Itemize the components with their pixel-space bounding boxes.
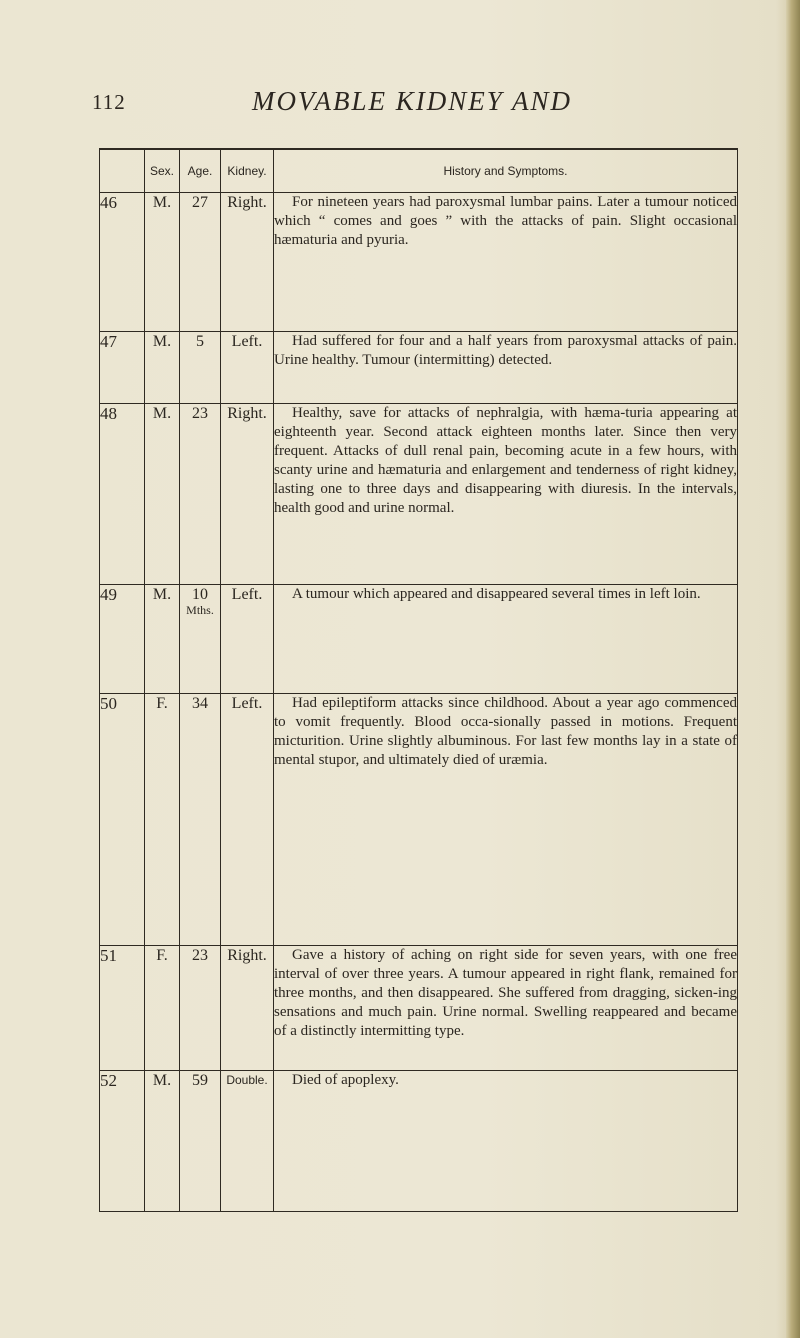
case-number: 46 <box>100 193 145 332</box>
page-header <box>92 86 712 122</box>
age-cell: 23 <box>180 946 221 1071</box>
age-cell: 59 <box>180 1071 221 1212</box>
history-text: For nineteen years had paroxysmal lumbar pains. Later a tumour noticed which “ comes and goes ” with the attacks of pain. Slight occasional hæmaturia and pyuria. <box>274 194 737 248</box>
history-text: A tumour which appeared and disappeared several times in left loin. <box>292 586 701 602</box>
column-header-sex: Sex. <box>145 149 180 193</box>
sex-cell: M. <box>145 193 180 332</box>
column-header-case <box>100 149 145 193</box>
column-header-history: History and Symptoms. <box>274 149 738 193</box>
history-cell <box>274 585 738 694</box>
kidney-cell: Right. <box>221 946 274 1071</box>
sex-cell: M. <box>145 332 180 404</box>
history-cell <box>274 404 738 585</box>
table-row <box>100 585 738 694</box>
age-value: 10 <box>192 586 208 603</box>
case-number: 51 <box>100 946 145 1071</box>
column-header-kidney: Kidney. <box>221 149 274 193</box>
kidney-cell: Right. <box>221 193 274 332</box>
kidney-cell: Left. <box>221 332 274 404</box>
case-number: 48 <box>100 404 145 585</box>
case-number: 49 <box>100 585 145 694</box>
history-cell <box>274 1071 738 1212</box>
sex-cell: M. <box>145 1071 180 1212</box>
age-cell <box>180 585 221 694</box>
history-text: Healthy, save for attacks of nephralgia, with hæma-turia appearing at eighteenth year. Second attack eighteen months later. Since then very frequent. Attacks of dull renal pain, becoming acute in a few hours, with scanty urine and hæmaturia and enlargement and tenderness of right kidney, lasting one to three days and disappearing with diuresis. In the intervals, health good and urine normal. <box>274 405 737 516</box>
column-header-age: Age. <box>180 149 221 193</box>
history-text: Had epileptiform attacks since childhood. About a year ago commenced to vomit frequently. Blood occa-sionally passed in motions. Frequent micturition. Urine slightly albuminous. For last few months lay in a state of mental stupor, and ultimately died of uræmia. <box>274 695 737 768</box>
kidney-cell: Double. <box>221 1071 274 1212</box>
age-cell: 5 <box>180 332 221 404</box>
history-cell <box>274 332 738 404</box>
running-title: MOVABLE KIDNEY AND <box>252 86 573 116</box>
sex-cell: F. <box>145 694 180 946</box>
case-number: 50 <box>100 694 145 946</box>
age-cell: 23 <box>180 404 221 585</box>
age-cell: 34 <box>180 694 221 946</box>
history-cell <box>274 193 738 332</box>
case-number: 47 <box>100 332 145 404</box>
history-cell <box>274 946 738 1071</box>
table-row <box>100 404 738 585</box>
kidney-cell: Left. <box>221 694 274 946</box>
history-text: Had suffered for four and a half years from paroxysmal attacks of pain. Urine healthy. Tumour (intermitting) detected. <box>274 333 737 368</box>
sex-cell: M. <box>145 404 180 585</box>
table-header-row <box>100 149 738 193</box>
case-number: 52 <box>100 1071 145 1212</box>
table-row <box>100 1071 738 1212</box>
age-cell: 27 <box>180 193 221 332</box>
sex-cell: M. <box>145 585 180 694</box>
age-unit: Mths. <box>186 603 214 617</box>
history-text: Died of apoplexy. <box>292 1072 399 1088</box>
history-text: Gave a history of aching on right side for seven years, with one free interval of over three years. A tumour appeared in right flank, remained for three months, and then disappeared. She suffered from dragging, sicken-ing sensations and much pain. Urine normal. Swelling reappeared and became of a distinctly intermitting type. <box>274 947 737 1039</box>
sex-cell: F. <box>145 946 180 1071</box>
page-number: 112 <box>92 90 126 114</box>
history-cell <box>274 694 738 946</box>
case-table <box>99 148 738 1212</box>
kidney-cell: Left. <box>221 585 274 694</box>
table-row <box>100 193 738 332</box>
page-edge <box>786 0 800 1338</box>
table-row <box>100 946 738 1071</box>
table-row <box>100 694 738 946</box>
table-row <box>100 332 738 404</box>
kidney-cell: Right. <box>221 404 274 585</box>
